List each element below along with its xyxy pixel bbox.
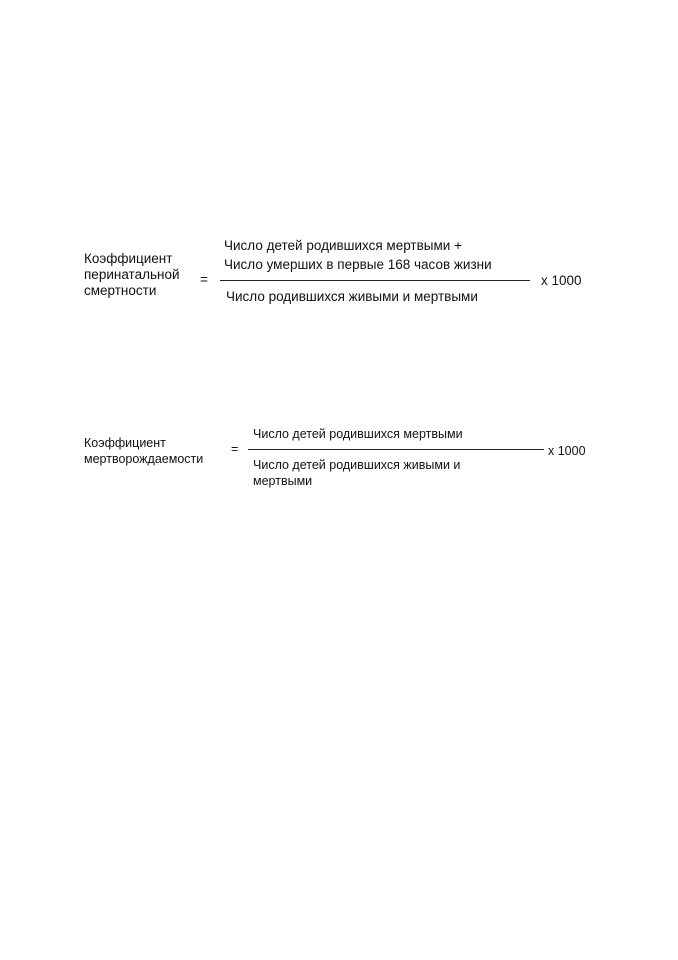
formula-label-line: Коэффициент — [84, 251, 173, 266]
formula-label — [84, 435, 234, 467]
fraction-bar — [248, 449, 544, 450]
numerator: Число детей родившихся мертвыми — [253, 427, 463, 441]
multiplier: x 1000 — [541, 273, 582, 288]
numerator-line-2: Число умерших в первые 168 часов жизни — [224, 257, 492, 272]
denominator-line: мертвыми — [253, 474, 313, 488]
fraction-bar — [220, 280, 530, 281]
formula-label — [84, 251, 204, 299]
denominator: Число родившихся живыми и мертвыми — [226, 289, 478, 304]
denominator — [253, 457, 513, 489]
formula-label-line: смертности — [84, 283, 157, 298]
formula-label-line: мертворождаемости — [84, 452, 204, 466]
numerator-line-1: Число детей родившихся мертвыми + — [224, 238, 462, 253]
multiplier: x 1000 — [548, 444, 586, 458]
formula-label-line: Коэффициент — [84, 436, 166, 450]
equals-sign: = — [200, 272, 208, 287]
formula-label-line: перинатальной — [84, 267, 180, 282]
equals-sign: = — [231, 442, 239, 456]
denominator-line: Число детей родившихся живыми и — [253, 458, 461, 472]
